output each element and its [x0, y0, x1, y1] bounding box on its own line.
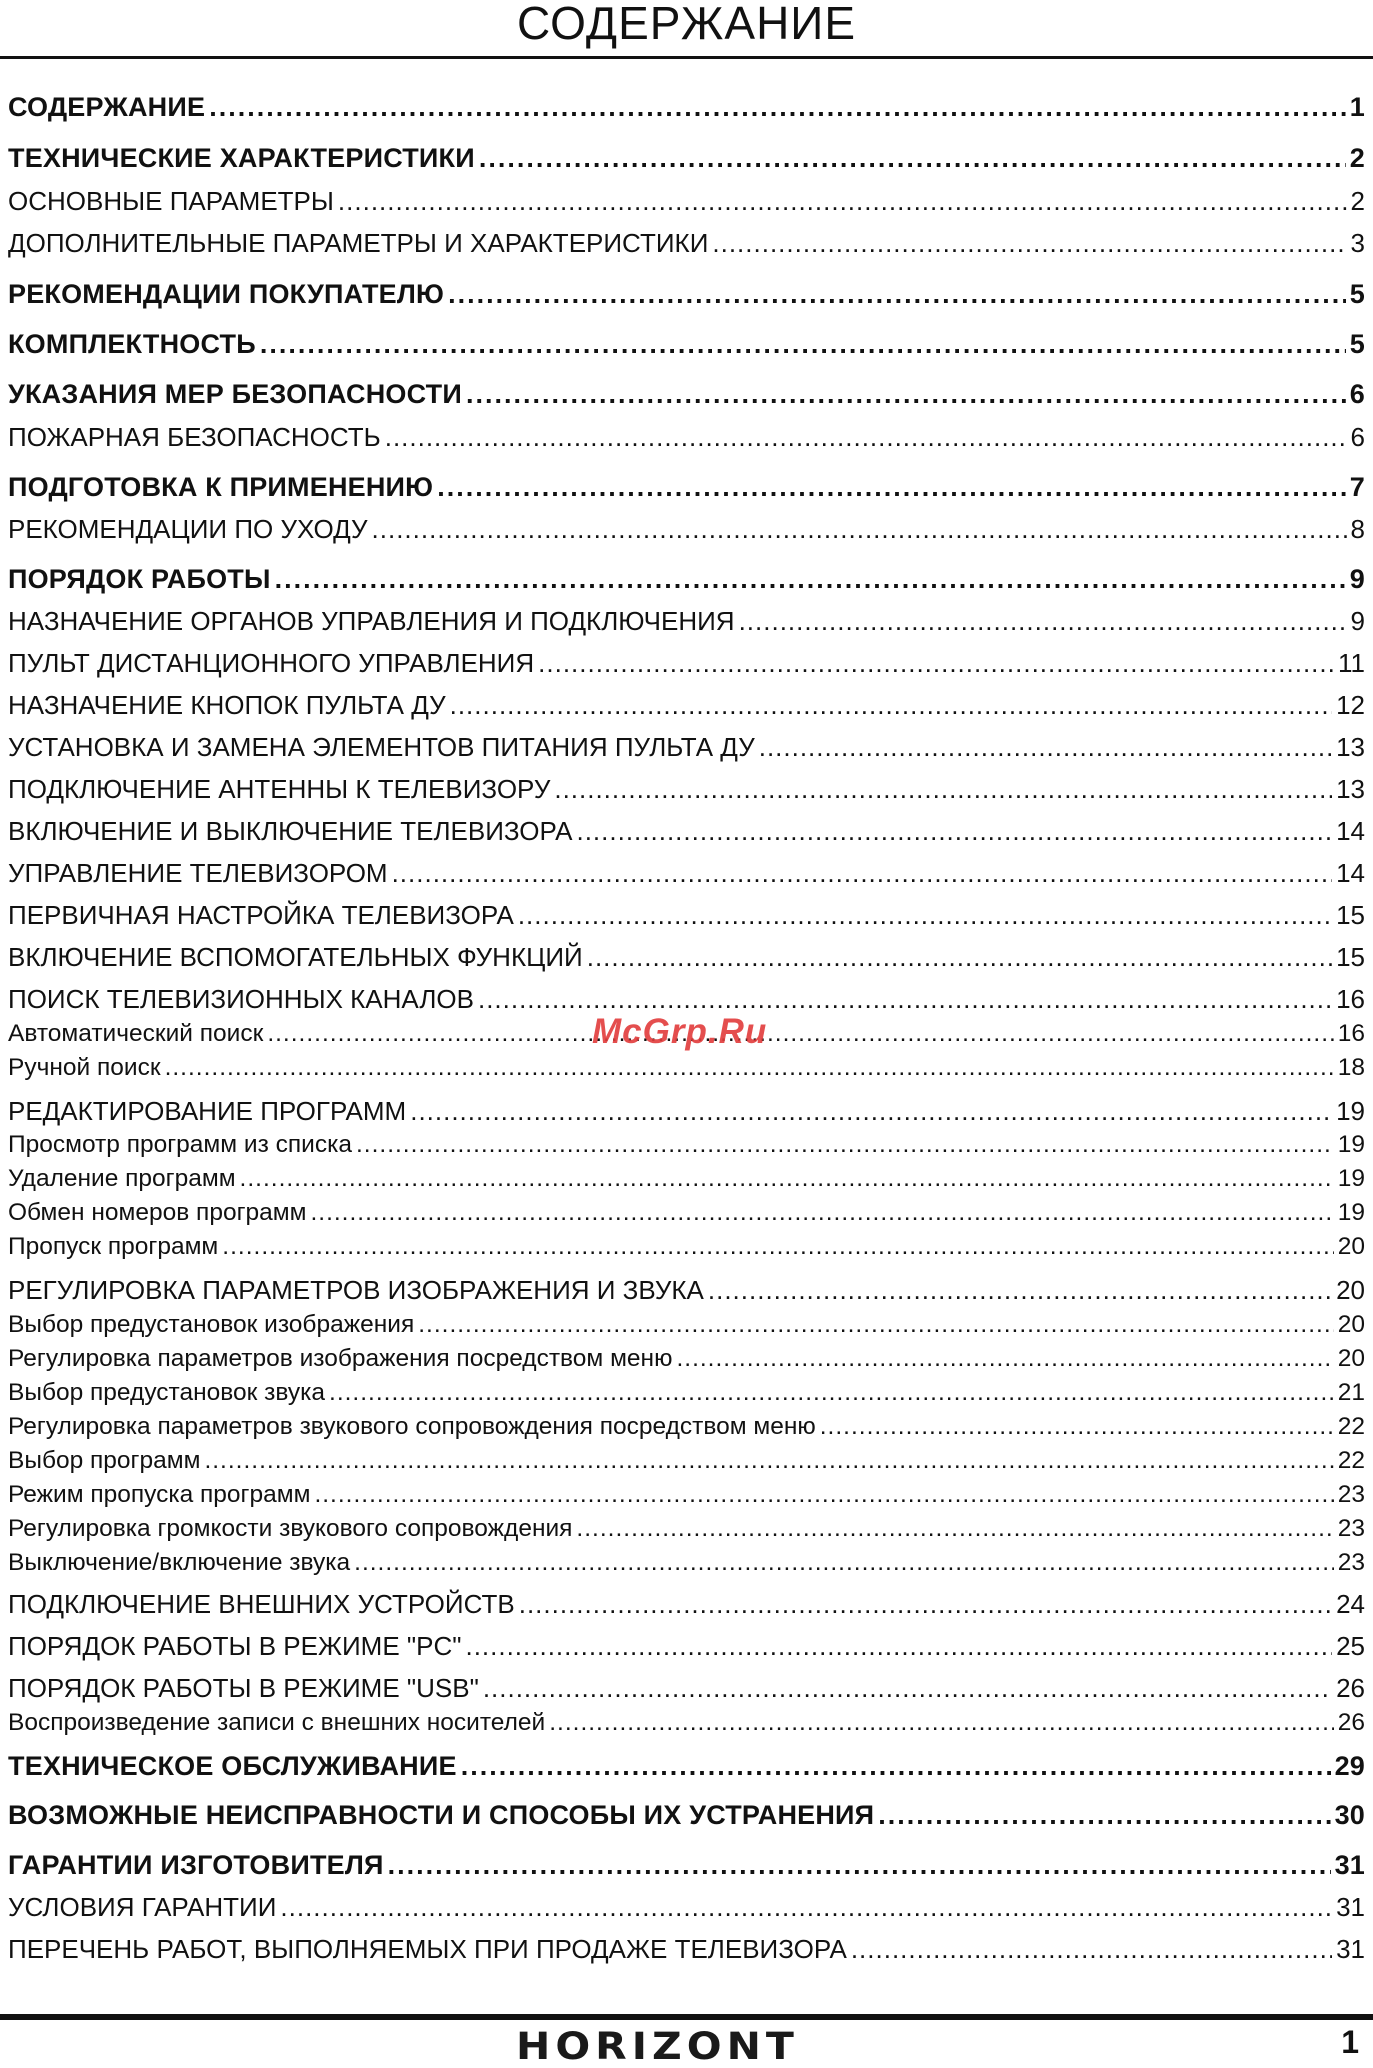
toc-entry-page: 21: [1337, 1379, 1365, 1406]
toc-entry-page: 31: [1336, 1892, 1365, 1922]
toc-dot-leader: [478, 984, 1332, 1015]
toc-entry-page: 26: [1337, 1709, 1365, 1736]
toc-entry-page: 16: [1336, 984, 1365, 1014]
toc-entry-title: ВОЗМОЖНЫЕ НЕИСПРАВНОСТИ И СПОСОБЫ ИХ УСТРАНЕНИЯ: [8, 1800, 875, 1830]
toc-entry-title: ПОДКЛЮЧЕНИЕ ВНЕШНИХ УСТРОЙСТВ: [8, 1589, 515, 1619]
toc-entry-title: НАЗНАЧЕНИЕ ОРГАНОВ УПРАВЛЕНИЯ И ПОДКЛЮЧЕНИЯ: [8, 606, 735, 636]
toc-entry-title: РЕКОМЕНДАЦИИ ПО УХОДУ: [8, 514, 368, 544]
toc-entry-title: Выбор предустановок изображения: [8, 1311, 415, 1338]
toc-dot-leader: [549, 1709, 1334, 1737]
toc-dot-leader: [356, 1131, 1334, 1159]
toc-entry-title: УКАЗАНИЯ МЕР БЕЗОПАСНОСТИ: [8, 379, 462, 409]
toc-dot-leader: [354, 1549, 1334, 1577]
toc-entry: [8, 690, 1365, 721]
toc-entry-page: 30: [1334, 1800, 1365, 1830]
toc-entry-page: 9: [1349, 564, 1365, 594]
toc-entry-title: ПУЛЬТ ДИСТАНЦИОННОГО УПРАВЛЕНИЯ: [8, 648, 535, 678]
toc-entry-title: Регулировка параметров изображения посредством меню: [8, 1345, 673, 1372]
toc-entry-page: 12: [1336, 690, 1365, 720]
toc-entry-page: 31: [1334, 1850, 1365, 1880]
toc-entry: [8, 942, 1365, 973]
toc-dot-leader: [576, 816, 1332, 847]
toc-dot-leader: [260, 329, 1346, 360]
toc-dot-leader: [372, 514, 1347, 545]
toc-entry-page: 24: [1336, 1589, 1365, 1619]
toc-entry-page: 19: [1337, 1165, 1365, 1192]
toc-entry: [8, 1199, 1365, 1227]
toc-dot-leader: [739, 606, 1347, 637]
toc-entry: [8, 984, 1365, 1015]
toc-entry-page: 23: [1337, 1481, 1365, 1508]
toc-entry-title: РЕДАКТИРОВАНИЕ ПРОГРАММ: [8, 1096, 407, 1126]
toc-entry: [8, 143, 1365, 174]
toc-dot-leader: [450, 690, 1332, 721]
toc-entry: [8, 228, 1365, 259]
toc-entry-title: ОСНОВНЫЕ ПАРАМЕТРЫ: [8, 186, 334, 216]
toc-entry-title: ПОДКЛЮЧЕНИЕ АНТЕННЫ К ТЕЛЕВИЗОРУ: [8, 774, 551, 804]
toc-entry: [8, 1413, 1365, 1441]
toc-entry-title: УСТАНОВКА И ЗАМЕНА ЭЛЕМЕНТОВ ПИТАНИЯ ПУЛЬТА ДУ: [8, 732, 755, 762]
toc-dot-leader: [222, 1233, 1333, 1261]
toc-dot-leader: [479, 143, 1346, 174]
toc-dot-leader: [437, 472, 1346, 503]
toc-entry: [8, 1379, 1365, 1407]
table-of-contents: [8, 0, 1365, 2000]
toc-entry: [8, 514, 1365, 545]
toc-entry-title: Регулировка параметров звукового сопровождения посредством меню: [8, 1413, 816, 1440]
toc-entry: [8, 186, 1365, 217]
toc-entry-title: Автоматический поиск: [8, 1020, 264, 1047]
toc-dot-leader: [410, 1096, 1332, 1127]
toc-entry: [8, 1850, 1365, 1881]
toc-entry-title: ПОРЯДОК РАБОТЫ В РЕЖИМЕ "PC": [8, 1631, 462, 1661]
watermark: McGrp.Ru: [592, 1012, 768, 1051]
toc-entry: [8, 1275, 1365, 1306]
toc-entry-page: 9: [1350, 606, 1365, 636]
toc-dot-leader: [204, 1447, 1333, 1475]
toc-dot-leader: [240, 1165, 1334, 1193]
toc-entry-page: 6: [1349, 379, 1365, 409]
toc-entry-page: 14: [1336, 816, 1365, 846]
toc-entry-title: СОДЕРЖАНИЕ: [8, 92, 206, 122]
toc-dot-leader: [385, 422, 1347, 453]
toc-entry-page: 2: [1350, 186, 1365, 216]
toc-entry: [8, 1054, 1365, 1082]
toc-entry-page: 7: [1349, 472, 1365, 502]
toc-dot-leader: [587, 942, 1332, 973]
page-title: СОДЕРЖАНИЕ: [516, 0, 857, 49]
toc-entry: [8, 422, 1365, 453]
toc-entry-page: 1: [1349, 92, 1365, 122]
toc-entry: [8, 1233, 1365, 1261]
toc-entry: [8, 1549, 1365, 1577]
toc-entry-title: Воспроизведение записи с внешних носителей: [8, 1709, 546, 1736]
toc-entry: [8, 1631, 1365, 1662]
toc-entry-page: 11: [1338, 648, 1365, 678]
toc-entry: [8, 329, 1365, 360]
toc-entry-page: 22: [1337, 1413, 1365, 1440]
toc-entry: [8, 900, 1365, 931]
toc-entry-page: 13: [1336, 732, 1365, 762]
toc-dot-leader: [418, 1311, 1334, 1339]
toc-entry-page: 5: [1349, 279, 1365, 309]
toc-entry-title: ПОДГОТОВКА К ПРИМЕНЕНИЮ: [8, 472, 434, 502]
toc-entry-page: 25: [1336, 1631, 1365, 1661]
toc-entry: [8, 858, 1365, 889]
toc-entry: [8, 472, 1365, 503]
toc-entry: [8, 1934, 1365, 1965]
toc-entry-title: Регулировка громкости звукового сопровождения: [8, 1515, 573, 1542]
toc-entry: [8, 1311, 1365, 1339]
toc-dot-leader: [329, 1379, 1334, 1407]
toc-entry-title: ВКЛЮЧЕНИЕ И ВЫКЛЮЧЕНИЕ ТЕЛЕВИЗОРА: [8, 816, 573, 846]
toc-entry-title: ПОЖАРНАЯ БЕЗОПАСНОСТЬ: [8, 422, 381, 452]
toc-dot-leader: [759, 732, 1332, 763]
toc-entry-page: 14: [1336, 858, 1365, 888]
toc-entry-title: НАЗНАЧЕНИЕ КНОПОК ПУЛЬТА ДУ: [8, 690, 446, 720]
toc-entry-title: ПОРЯДОК РАБОТЫ: [8, 564, 271, 594]
toc-entry: [8, 1892, 1365, 1923]
toc-entry-page: 19: [1336, 1096, 1365, 1126]
toc-dot-leader: [851, 1934, 1332, 1965]
toc-entry: [8, 1345, 1365, 1373]
toc-entry-title: УСЛОВИЯ ГАРАНТИИ: [8, 1892, 277, 1922]
toc-entry-title: ПОРЯДОК РАБОТЫ В РЕЖИМЕ "USB": [8, 1673, 479, 1703]
toc-entry-page: 29: [1334, 1751, 1365, 1781]
toc-entry-title: ТЕХНИЧЕСКИЕ ХАРАКТЕРИСТИКИ: [8, 143, 475, 173]
toc-entry-page: 3: [1350, 228, 1365, 258]
toc-entry-title: КОМПЛЕКТНОСТЬ: [8, 329, 256, 359]
toc-entry-title: Выбор предустановок звука: [8, 1379, 326, 1406]
toc-dot-leader: [165, 1054, 1334, 1082]
toc-dot-leader: [518, 900, 1332, 931]
toc-dot-leader: [554, 774, 1332, 805]
toc-entry-title: ПОИСК ТЕЛЕВИЗИОННЫХ КАНАЛОВ: [8, 984, 474, 1014]
toc-entry: [8, 816, 1365, 847]
toc-entry: [8, 1709, 1365, 1737]
toc-entry-page: 31: [1336, 1934, 1365, 1964]
toc-entry: [8, 1447, 1365, 1475]
toc-dot-leader: [708, 1275, 1332, 1306]
toc-entry: [8, 1481, 1365, 1509]
toc-entry-page: 22: [1337, 1447, 1365, 1474]
toc-dot-leader: [209, 92, 1346, 123]
toc-dot-leader: [483, 1673, 1332, 1704]
toc-entry-title: РЕКОМЕНДАЦИИ ПОКУПАТЕЛЮ: [8, 279, 445, 309]
toc-dot-leader: [392, 858, 1333, 889]
toc-entry-page: 20: [1337, 1345, 1365, 1372]
toc-entry-title: Удаление программ: [8, 1165, 236, 1192]
toc-entry-page: 8: [1350, 514, 1365, 544]
toc-dot-leader: [465, 1631, 1332, 1662]
toc-dot-leader: [314, 1481, 1333, 1509]
toc-dot-leader: [878, 1800, 1330, 1831]
toc-entry-title: Обмен номеров программ: [8, 1199, 307, 1226]
toc-entry-title: ДОПОЛНИТЕЛЬНЫЕ ПАРАМЕТРЫ И ХАРАКТЕРИСТИКИ: [8, 228, 709, 258]
toc-entry-page: 13: [1336, 774, 1365, 804]
toc-entry-title: Просмотр программ из списка: [8, 1131, 352, 1158]
toc-entry-title: ТЕХНИЧЕСКОЕ ОБСЛУЖИВАНИЕ: [8, 1751, 457, 1781]
toc-dot-leader: [275, 564, 1346, 595]
toc-entry: [8, 564, 1365, 595]
toc-entry: [8, 279, 1365, 310]
toc-entry-title: Выбор программ: [8, 1447, 201, 1474]
toc-dot-leader: [310, 1199, 1333, 1227]
toc-dot-leader: [388, 1850, 1331, 1881]
toc-entry-page: 16: [1337, 1020, 1365, 1047]
toc-entry-page: 2: [1349, 143, 1365, 173]
toc-entry-title: Пропуск программ: [8, 1233, 219, 1260]
toc-entry: [8, 92, 1365, 123]
toc-entry-title: ПЕРВИЧНАЯ НАСТРОЙКА ТЕЛЕВИЗОРА: [8, 900, 514, 930]
toc-entry-page: 23: [1337, 1549, 1365, 1576]
footer-divider: [0, 2014, 1373, 2020]
toc-dot-leader: [576, 1515, 1333, 1543]
toc-entry-title: УПРАВЛЕНИЕ ТЕЛЕВИЗОРОМ: [8, 858, 388, 888]
toc-dot-leader: [820, 1413, 1334, 1441]
toc-entry-page: 26: [1336, 1673, 1365, 1703]
toc-entry-title: РЕГУЛИРОВКА ПАРАМЕТРОВ ИЗОБРАЖЕНИЯ И ЗВУКА: [8, 1275, 704, 1305]
toc-dot-leader: [338, 186, 1347, 217]
toc-entry-page: 20: [1337, 1311, 1365, 1338]
toc-entry: [8, 379, 1365, 410]
toc-entry-page: 6: [1350, 422, 1365, 452]
toc-dot-leader: [538, 648, 1334, 679]
toc-entry-page: 15: [1336, 900, 1365, 930]
toc-entry-page: 23: [1337, 1515, 1365, 1542]
toc-entry-title: ГАРАНТИИ ИЗГОТОВИТЕЛЯ: [8, 1850, 384, 1880]
toc-entry-page: 15: [1336, 942, 1365, 972]
toc-entry-page: 20: [1337, 1233, 1365, 1260]
toc-entry-title: ВКЛЮЧЕНИЕ ВСПОМОГАТЕЛЬНЫХ ФУНКЦИЙ: [8, 942, 583, 972]
toc-entry-title: ПЕРЕЧЕНЬ РАБОТ, ВЫПОЛНЯЕМЫХ ПРИ ПРОДАЖЕ ТЕЛЕВИЗОРА: [8, 1934, 847, 1964]
toc-entry-page: 18: [1337, 1054, 1365, 1081]
page-number: 1: [1341, 2024, 1359, 2060]
toc-entry: [8, 1751, 1365, 1782]
toc-entry: [8, 1165, 1365, 1193]
toc-entry-title: Ручной поиск: [8, 1054, 161, 1081]
toc-entry: [8, 732, 1365, 763]
toc-entry: [8, 1589, 1365, 1620]
toc-entry: [8, 1515, 1365, 1543]
toc-entry-page: 19: [1337, 1199, 1365, 1226]
toc-entry: [8, 1800, 1365, 1831]
toc-entry: [8, 774, 1365, 805]
toc-entry: [8, 1673, 1365, 1704]
toc-entry-title: Выключение/включение звука: [8, 1549, 351, 1576]
toc-entry: [8, 1096, 1365, 1127]
toc-dot-leader: [280, 1892, 1332, 1923]
toc-dot-leader: [448, 279, 1346, 310]
toc-entry: [8, 648, 1365, 679]
toc-entry-title: Режим пропуска программ: [8, 1481, 311, 1508]
toc-dot-leader: [519, 1589, 1332, 1620]
toc-entry: [8, 1131, 1365, 1159]
toc-entry-page: 20: [1336, 1275, 1365, 1305]
toc-dot-leader: [466, 379, 1346, 410]
toc-dot-leader: [676, 1345, 1333, 1373]
brand-logo: HORIZONT: [516, 2023, 799, 2068]
toc-entry: [8, 606, 1365, 637]
toc-entry-page: 19: [1337, 1131, 1365, 1158]
toc-entry-page: 5: [1349, 329, 1365, 359]
toc-dot-leader: [712, 228, 1346, 259]
toc-dot-leader: [461, 1751, 1331, 1782]
toc-dot-leader: [267, 1020, 1333, 1048]
